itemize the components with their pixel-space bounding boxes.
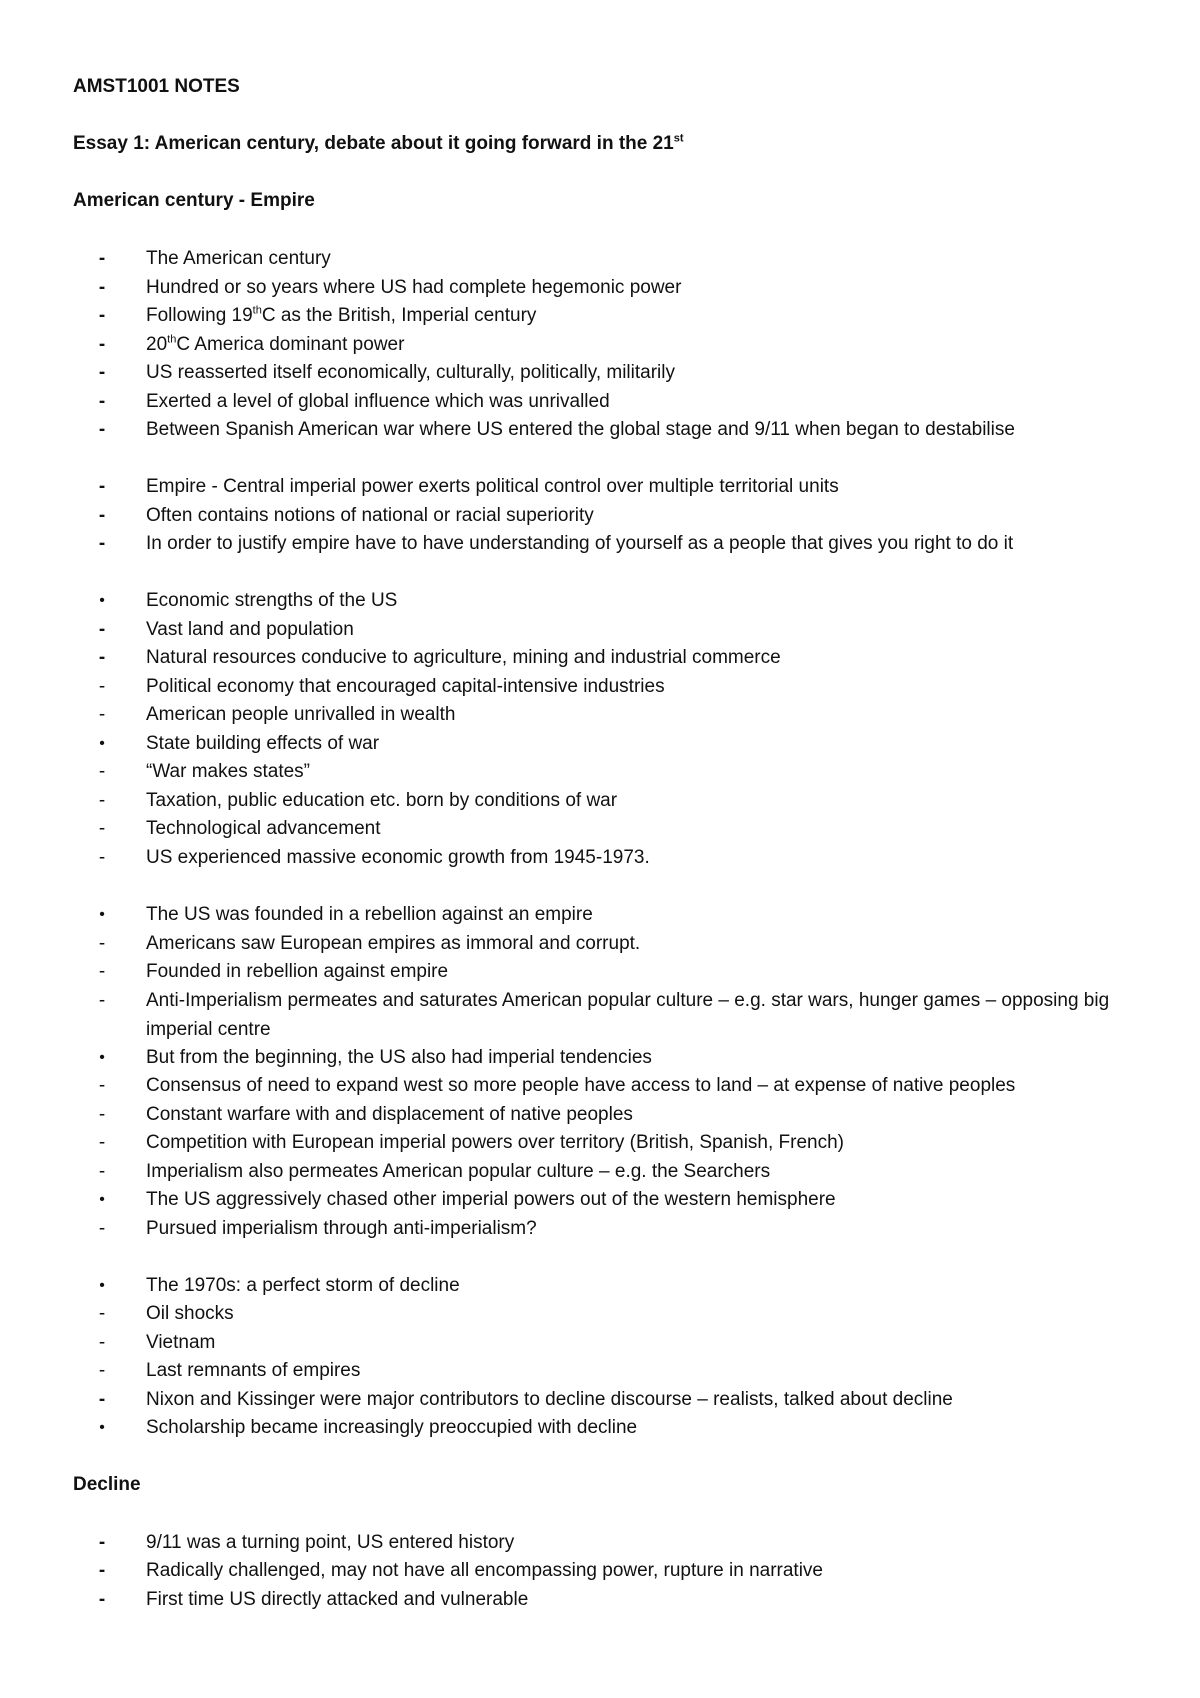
list-marker: • <box>99 1419 105 1436</box>
list-marker: - <box>98 1360 106 1381</box>
list-marker: • <box>99 592 105 609</box>
list-marker: - <box>98 619 106 640</box>
list-marker: • <box>99 906 105 923</box>
superscript: th <box>167 333 177 346</box>
list-item-text: Radically challenged, may not have all encompassing power, rupture in narrative <box>146 1560 823 1581</box>
list-item-text: Political economy that encouraged capital-intensive industries <box>146 676 665 697</box>
text-part: C as the British, Imperial century <box>261 305 537 326</box>
list-item-text: Last remnants of empires <box>146 1360 361 1381</box>
list-item-text: Consensus of need to expand west so more people have access to land – at expense of native peoples <box>146 1075 1016 1096</box>
list-marker: - <box>98 1161 106 1182</box>
list-item-text: But from the beginning, the US also had imperial tendencies <box>146 1047 652 1068</box>
list-marker: - <box>98 647 106 668</box>
list-item-text: Economic strengths of the US <box>146 590 398 611</box>
list-marker: - <box>98 676 106 697</box>
text-part: C America dominant power <box>176 334 405 355</box>
list-marker: - <box>98 1218 106 1239</box>
text-part: Following 19 <box>146 305 253 326</box>
list-marker: - <box>98 391 106 412</box>
list-item-text: The American century <box>146 248 331 269</box>
list-item-text: Oil shocks <box>146 1303 234 1324</box>
document-title: AMST1001 NOTES <box>73 76 240 97</box>
list-marker: - <box>98 305 106 326</box>
list-item-text <box>146 331 1156 360</box>
list-item-text: Anti-Imperialism permeates and saturates American popular culture – e.g. star wars, hunger games – opposing big imperial centre <box>146 990 1110 1040</box>
list-marker: - <box>98 1589 106 1610</box>
list-item-text: State building effects of war <box>146 733 380 754</box>
list-item-text: 9/11 was a turning point, US entered history <box>146 1532 515 1553</box>
list-item-text: First time US directly attacked and vulnerable <box>146 1589 529 1610</box>
list-marker: - <box>98 1389 106 1410</box>
list-marker: - <box>98 790 106 811</box>
list-marker: - <box>98 1075 106 1096</box>
list-item-text <box>146 302 1156 331</box>
list-marker: - <box>98 1532 106 1553</box>
list-marker: - <box>98 505 106 526</box>
list-item-text: Vast land and population <box>146 619 354 640</box>
list-item-text: Founded in rebellion against empire <box>146 961 449 982</box>
list-item-text: The US was founded in a rebellion against an empire <box>146 904 593 925</box>
essay-heading-sup: st <box>673 132 684 145</box>
list-marker: - <box>98 1132 106 1153</box>
list-marker: - <box>98 476 106 497</box>
list-item-text: Vietnam <box>146 1332 216 1353</box>
list-marker: - <box>98 1560 106 1581</box>
list-marker: • <box>99 1191 105 1208</box>
list-marker: - <box>98 1332 106 1353</box>
list-marker: - <box>98 1303 106 1324</box>
list-item-text: Pursued imperialism through anti-imperialism? <box>146 1218 537 1239</box>
list-marker: - <box>98 334 106 355</box>
text-part: 20 <box>146 334 168 355</box>
list-item-text: Competition with European imperial powers over territory (British, Spanish, French) <box>146 1132 844 1153</box>
list-item-text: The US aggressively chased other imperial powers out of the western hemisphere <box>146 1189 836 1210</box>
list-marker: - <box>98 818 106 839</box>
list-item-text: Technological advancement <box>146 818 381 839</box>
list-marker: - <box>98 990 106 1011</box>
list-marker: - <box>98 419 106 440</box>
list-item-text: Empire - Central imperial power exerts political control over multiple territorial units <box>146 476 839 497</box>
section-heading-american-century: American century - Empire <box>73 190 315 211</box>
list-marker: - <box>98 362 106 383</box>
essay-heading-text: Essay 1: American century, debate about it going forward in the 21 <box>73 133 674 154</box>
list-item-text: Exerted a level of global influence which was unrivalled <box>146 391 610 412</box>
list-item-text: Scholarship became increasingly preoccupied with decline <box>146 1417 638 1438</box>
list-marker: - <box>98 961 106 982</box>
list-marker: • <box>99 1049 105 1066</box>
list-item-text: Taxation, public education etc. born by conditions of war <box>146 790 618 811</box>
list-item-text: Natural resources conducive to agriculture, mining and industrial commerce <box>146 647 781 668</box>
list-marker: - <box>98 761 106 782</box>
list-item-text: “War makes states” <box>146 761 310 782</box>
list-marker: • <box>99 1277 105 1294</box>
list-item-text: American people unrivalled in wealth <box>146 704 456 725</box>
list-item-text: The 1970s: a perfect storm of decline <box>146 1275 460 1296</box>
list-item-text: Hundred or so years where US had complete hegemonic power <box>146 277 682 298</box>
section-heading-decline: Decline <box>73 1474 141 1495</box>
list-marker: - <box>98 533 106 554</box>
list-item-text: US experienced massive economic growth from 1945-1973. <box>146 847 650 868</box>
list-marker: - <box>98 847 106 868</box>
superscript: th <box>252 304 262 317</box>
list-item-text: US reasserted itself economically, culturally, politically, militarily <box>146 362 675 383</box>
list-marker: - <box>98 277 106 298</box>
list-item-text: Nixon and Kissinger were major contributors to decline discourse – realists, talked about decline <box>146 1389 953 1410</box>
essay-heading <box>73 132 684 156</box>
list-item-text: Americans saw European empires as immoral and corrupt. <box>146 933 641 954</box>
list-marker: • <box>99 735 105 752</box>
list-marker: - <box>98 1104 106 1125</box>
list-marker: - <box>98 933 106 954</box>
list-item-text: Often contains notions of national or racial superiority <box>146 505 594 526</box>
list-marker: - <box>98 248 106 269</box>
list-item-text: Constant warfare with and displacement of native peoples <box>146 1104 633 1125</box>
list-item-text: Imperialism also permeates American popular culture – e.g. the Searchers <box>146 1161 771 1182</box>
list-marker: - <box>98 704 106 725</box>
list-item-text: In order to justify empire have to have understanding of yourself as a people that gives you right to do it <box>146 533 1014 554</box>
list-item-text: Between Spanish American war where US entered the global stage and 9/11 when began to destabilise <box>146 419 1015 440</box>
